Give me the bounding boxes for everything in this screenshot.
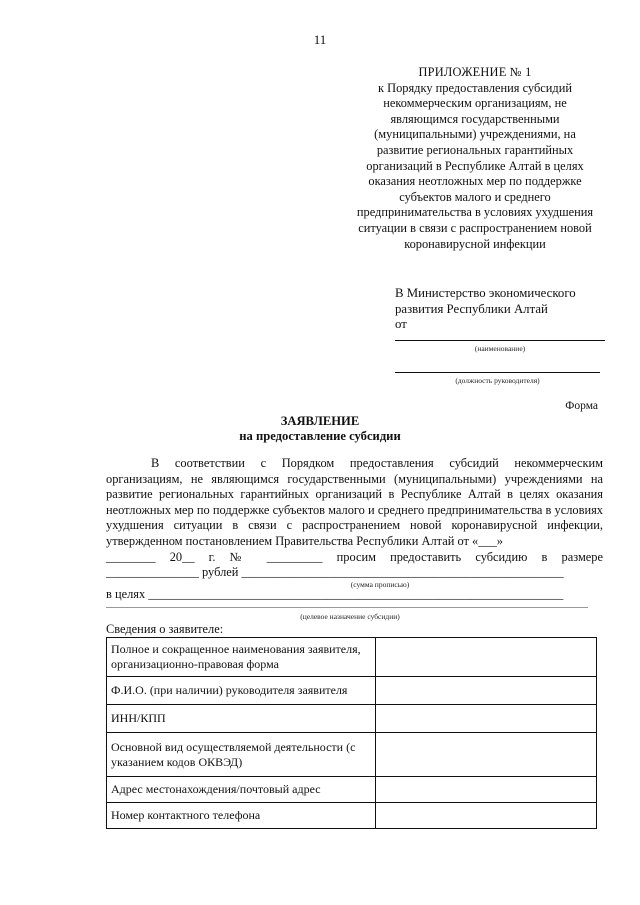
table-row (107, 677, 597, 705)
row-label: Ф.И.О. (при наличии) руководителя заявителя (107, 677, 376, 705)
sum-caption: (сумма прописью) (350, 580, 410, 589)
addressee-line-1: В Министерство экономического (395, 286, 576, 300)
table-row (107, 705, 597, 733)
addressee-from: от (395, 317, 407, 332)
applicant-info-table (106, 637, 597, 829)
appendix-title: ПРИЛОЖЕНИЕ № 1 (418, 65, 532, 79)
purpose-line[interactable]: в целях ___________________________________________________________________ (106, 587, 564, 601)
row-value-field[interactable] (376, 803, 597, 829)
appendix-text: к Порядку предоставления субсидий некоммерческим организациям, не являющимся государственными (муниципальными) учреждениями, на развитие региональных гарантийных организаций в Республике Алтай в целях оказания неотложных мер по поддержке субъектов малого и среднего предпринимательства в условиях ухудшения ситуации в связи с распространением новой коронавирусной инфекции (356, 80, 594, 251)
addressee-block (395, 286, 615, 333)
row-label: ИНН/КПП (107, 705, 376, 733)
table-row (107, 733, 597, 777)
page-number: 11 (313, 32, 327, 47)
appendix-block (350, 65, 600, 252)
row-label: Адрес местонахождения/почтовый адрес (107, 777, 376, 803)
table-row (107, 638, 597, 677)
name-fill-line[interactable] (395, 340, 605, 341)
row-label: Полное и сокращенное наименования заявителя, организационно-правовая форма (107, 638, 376, 677)
name-caption: (наименование) (474, 344, 526, 353)
heading-subtitle: на предоставление субсидии (239, 429, 401, 443)
row-value-field[interactable] (376, 733, 597, 777)
row-label: Номер контактного телефона (107, 803, 376, 829)
head-position-fill-line[interactable] (395, 372, 600, 373)
head-position-caption: (должность руководителя) (455, 376, 540, 385)
row-value-field[interactable] (376, 677, 597, 705)
purpose-caption: (целевое назначение субсидии) (300, 612, 400, 621)
row-value-field[interactable] (376, 705, 597, 733)
addressee-line-2: развития Республики Алтай (395, 301, 548, 316)
table-row (107, 777, 597, 803)
application-paragraph (106, 456, 603, 550)
document-heading (0, 414, 640, 444)
date-number-line[interactable]: ________ 20__ г. № _________ просим предоставить субсидию в размере (106, 550, 603, 564)
purpose-underline[interactable] (106, 607, 588, 608)
form-label: Форма (565, 400, 598, 412)
sum-line[interactable]: _______________ рублей ____________________________________________________ (106, 565, 564, 579)
heading-title: ЗАЯВЛЕНИЕ (280, 414, 360, 428)
table-row (107, 803, 597, 829)
row-value-field[interactable] (376, 777, 597, 803)
row-label: Основной вид осуществляемой деятельности (с указанием кодов ОКВЭД) (107, 733, 376, 777)
row-value-field[interactable] (376, 638, 597, 677)
paragraph-text: В соответствии с Порядком предоставления субсидий некоммерческим организациям, не являющимся государственными (муниципальными) учреждениями на развитие региональных гарантийных организаций в Республике Алтай в целях оказания неотложных мер по поддержке субъектов малого и среднего предпринимательства в условиях ухудшения ситуации в связи с распространением новой коронавирусной инфекции, утвержденном постановлением Правительства Республики Алтай от «___» (106, 456, 603, 548)
applicant-info-label: Сведения о заявителе: (106, 622, 224, 636)
